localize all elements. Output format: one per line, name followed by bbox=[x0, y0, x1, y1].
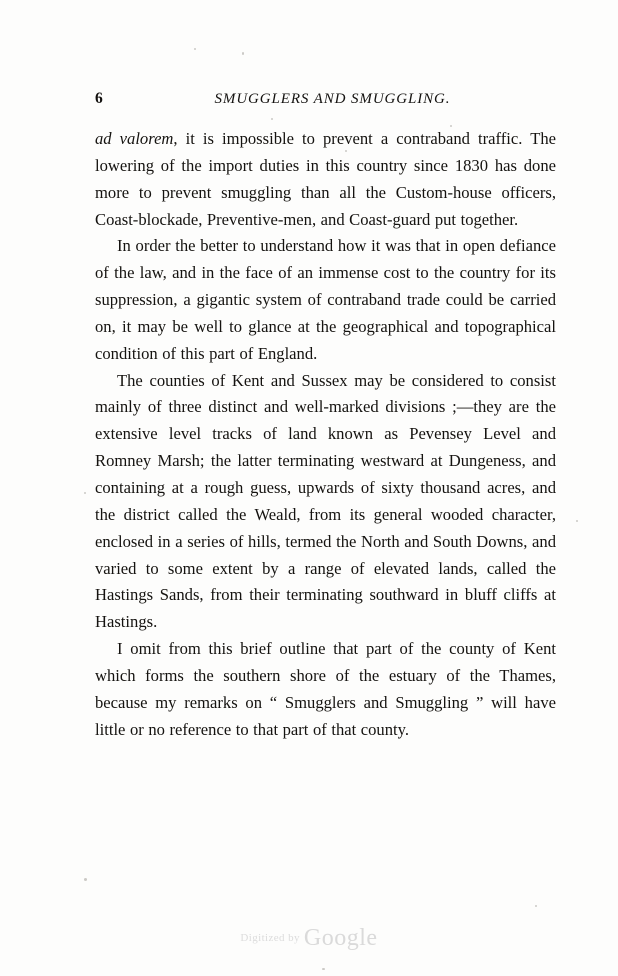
watermark-brand: Google bbox=[303, 925, 378, 951]
scan-speck bbox=[535, 905, 537, 907]
page-number: 6 bbox=[95, 90, 103, 107]
paragraph-1-text: , it is impossible to prevent a contraband traffic. The lowering of the import duties in this country since 1830 has done more to prevent smuggling than all the Custom-house officers, Coast-blockade, Preventive-men, and Coast-guard put together. bbox=[95, 129, 556, 229]
paragraph-4: I omit from this brief outline that part of the county of Kent which forms the southern shore of the estuary of the Thames, because my remarks on “ Smugglers and Smuggling ” will have little or no reference to that part of that county. bbox=[95, 639, 556, 739]
digitization-watermark bbox=[0, 925, 618, 952]
paragraph-2: In order the better to understand how it was that in open defiance of the law, and in the face of an immense cost to the country for its suppression, a gigantic system of contraband trade could be carried on, it may be well to glance at the geographical and topographical condition of this part of England. bbox=[95, 236, 556, 363]
paragraph-3: The counties of Kent and Sussex may be considered to consist mainly of three distinct and well-marked divisions ;—they are the extensive level tracks of land known as Pevensey Level and Romney Marsh; the latter terminating westward at Dungeness, and containing at a rough guess, upwards of sixty thousand acres, and the district called the Weald, from its general wooded character, enclosed in a series of hills, termed the North and South Downs, and varied to some extent by a range of elevated lands, called the Hastings Sands, from their terminating southward in bluff cliffs at Hastings. bbox=[95, 370, 556, 632]
running-head bbox=[95, 88, 556, 112]
scan-speck bbox=[271, 118, 273, 120]
scan-speck bbox=[322, 968, 325, 970]
scan-speck bbox=[84, 878, 87, 881]
paragraph-1 bbox=[95, 126, 556, 233]
running-title: SMUGGLERS AND SMUGGLING. bbox=[214, 91, 451, 107]
scan-speck bbox=[194, 48, 196, 50]
body-text bbox=[95, 126, 556, 743]
latin-phrase: ad valorem bbox=[95, 129, 174, 148]
watermark-prefix: Digitized by bbox=[240, 932, 300, 944]
scan-speck bbox=[84, 492, 86, 494]
scan-speck bbox=[242, 52, 244, 55]
scan-speck bbox=[576, 520, 578, 522]
